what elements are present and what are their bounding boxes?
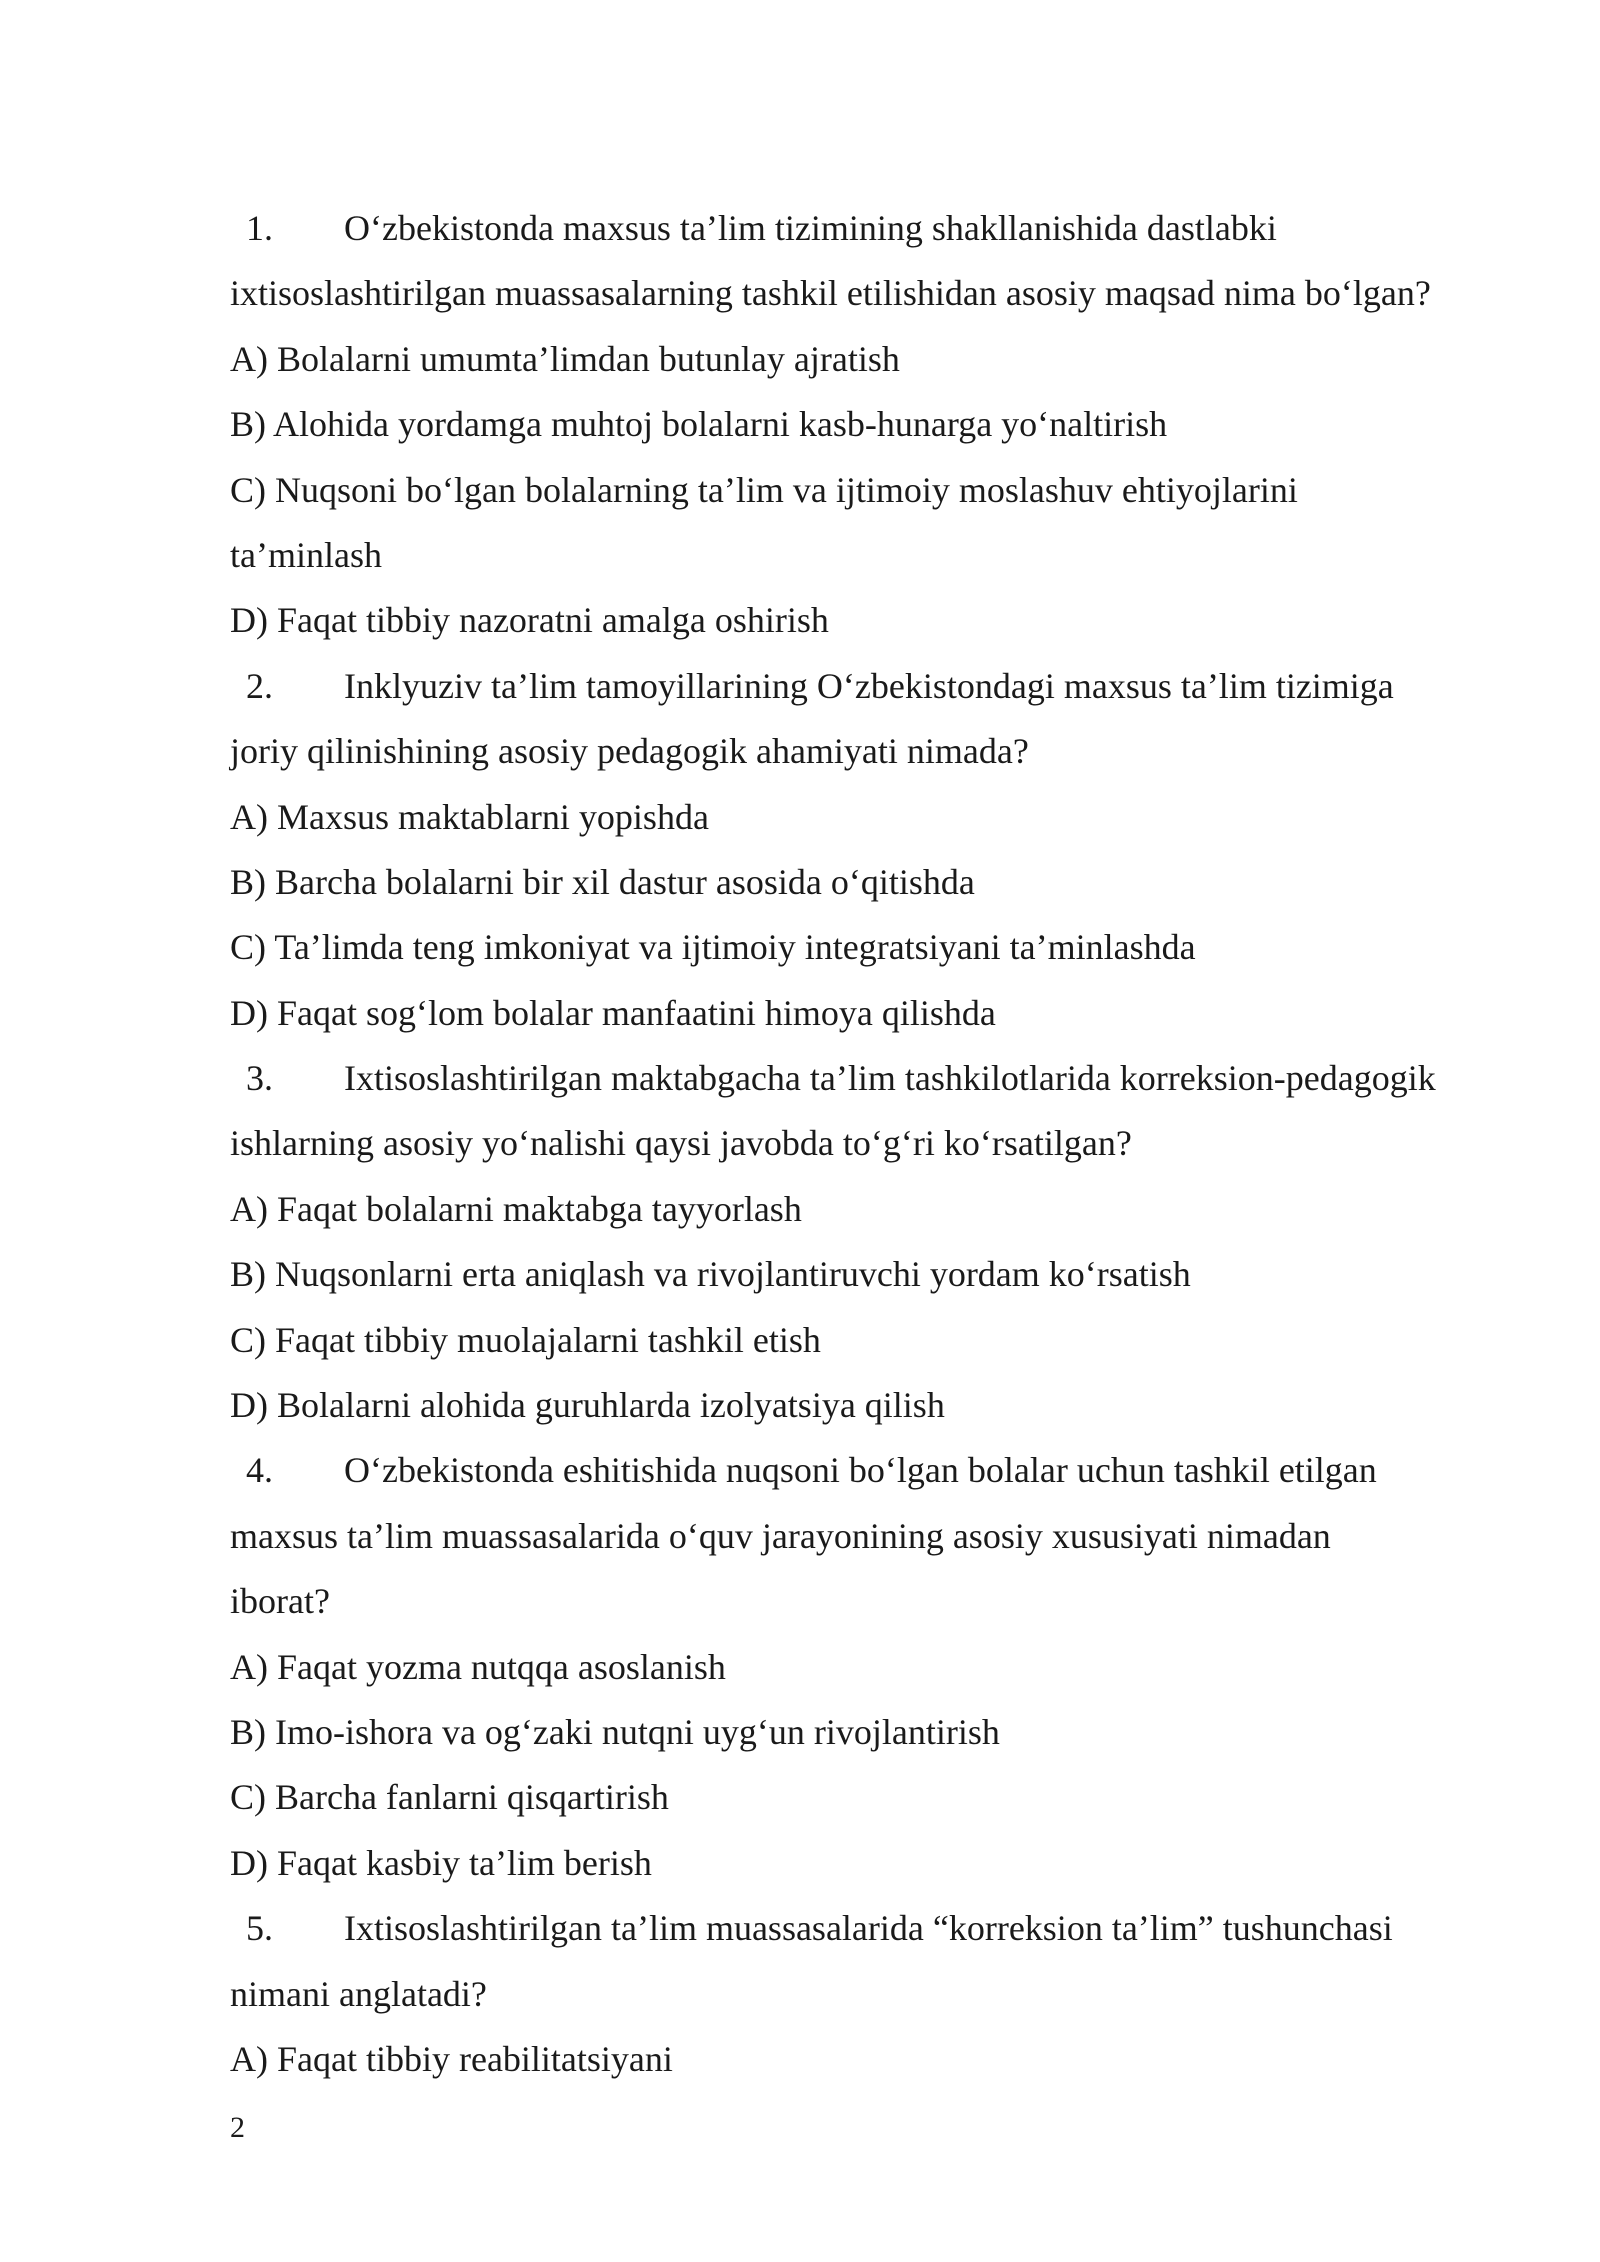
question-list (230, 196, 1510, 2092)
question-3 (230, 1046, 1510, 1438)
question-text-line: nimani anglatadi? (230, 1973, 487, 2014)
question-5 (230, 1896, 1510, 2092)
question-number: 4. (246, 1450, 273, 1491)
question-number: 2. (246, 665, 273, 706)
answer-option-a: A) Bolalarni umumta’limdan butunlay ajratish (230, 338, 900, 379)
answer-option-b: B) Alohida yordamga muhtoj bolalarni kasb-hunarga yo‘naltirish (230, 404, 1168, 445)
question-text-line: 1. O‘zbekistonda maxsus ta’lim tizimining shakllanishida dastlabki (230, 196, 1510, 261)
page-number: 2 (230, 2111, 245, 2144)
answer-option-c: C) Ta’limda teng imkoniyat va ijtimoiy integratsiyani ta’minlashda (230, 927, 1196, 968)
question-text-line: 2. Inklyuziv ta’lim tamoyillarining O‘zbekistondagi maxsus ta’lim tizimiga (230, 654, 1510, 719)
question-text-line: joriy qilinishining asosiy pedagogik ahamiyati nimada? (230, 731, 1029, 772)
answer-option-d: D) Faqat sog‘lom bolalar manfaatini himoya qilishda (230, 992, 996, 1033)
answer-option-b: B) Nuqsonlarni erta aniqlash va rivojlantiruvchi yordam ko‘rsatish (230, 1254, 1191, 1295)
answer-option-a: A) Faqat yozma nutqqa asoslanish (230, 1646, 726, 1687)
answer-option-c: C) Faqat tibbiy muolajalarni tashkil etish (230, 1319, 821, 1360)
answer-option-c: C) Barcha fanlarni qisqartirish (230, 1777, 669, 1818)
answer-option-a: A) Faqat bolalarni maktabga tayyorlash (230, 1188, 802, 1229)
answer-option-d: D) Faqat kasbiy ta’lim berish (230, 1842, 652, 1883)
question-4 (230, 1438, 1510, 1896)
answer-option-c: C) Nuqsoni bo‘lgan bolalarning ta’lim va ijtimoiy moslashuv ehtiyojlarini (230, 469, 1298, 510)
answer-option-b: B) Imo-ishora va og‘zaki nutqni uyg‘un rivojlantirish (230, 1711, 1000, 1752)
question-text-line: 3. Ixtisoslashtirilgan maktabgacha ta’lim tashkilotlarida korreksion-pedagogik (230, 1046, 1510, 1111)
answer-option-b: B) Barcha bolalarni bir xil dastur asosida o‘qitishda (230, 861, 975, 902)
answer-option-a: A) Faqat tibbiy reabilitatsiyani (230, 2038, 673, 2079)
answer-option-a: A) Maxsus maktablarni yopishda (230, 796, 709, 837)
question-text-line: ixtisoslashtirilgan muassasalarning tashkil etilishidan asosiy maqsad nima bo‘lgan? (230, 273, 1431, 314)
question-text-line: 4. O‘zbekistonda eshitishida nuqsoni bo‘lgan bolalar uchun tashkil etilgan (230, 1438, 1510, 1503)
question-number: 1. (246, 208, 273, 248)
question-2 (230, 654, 1510, 1046)
answer-option-d: D) Bolalarni alohida guruhlarda izolyatsiya qilish (230, 1385, 945, 1426)
question-1 (230, 196, 1510, 654)
question-text-line: 5. Ixtisoslashtirilgan ta’lim muassasalarida “korreksion ta’lim” tushunchasi (230, 1896, 1510, 1961)
answer-option-c-continued: ta’minlash (230, 534, 382, 575)
question-text-line: iborat? (230, 1581, 330, 1622)
question-number: 5. (246, 1908, 273, 1949)
question-text-line: ishlarning asosiy yo‘nalishi qaysi javobda to‘g‘ri ko‘rsatilgan? (230, 1123, 1132, 1164)
question-number: 3. (246, 1058, 273, 1099)
answer-option-d: D) Faqat tibbiy nazoratni amalga oshirish (230, 600, 829, 641)
question-text-line: maxsus ta’lim muassasalarida o‘quv jarayonining asosiy xususiyati nimadan (230, 1515, 1331, 1556)
